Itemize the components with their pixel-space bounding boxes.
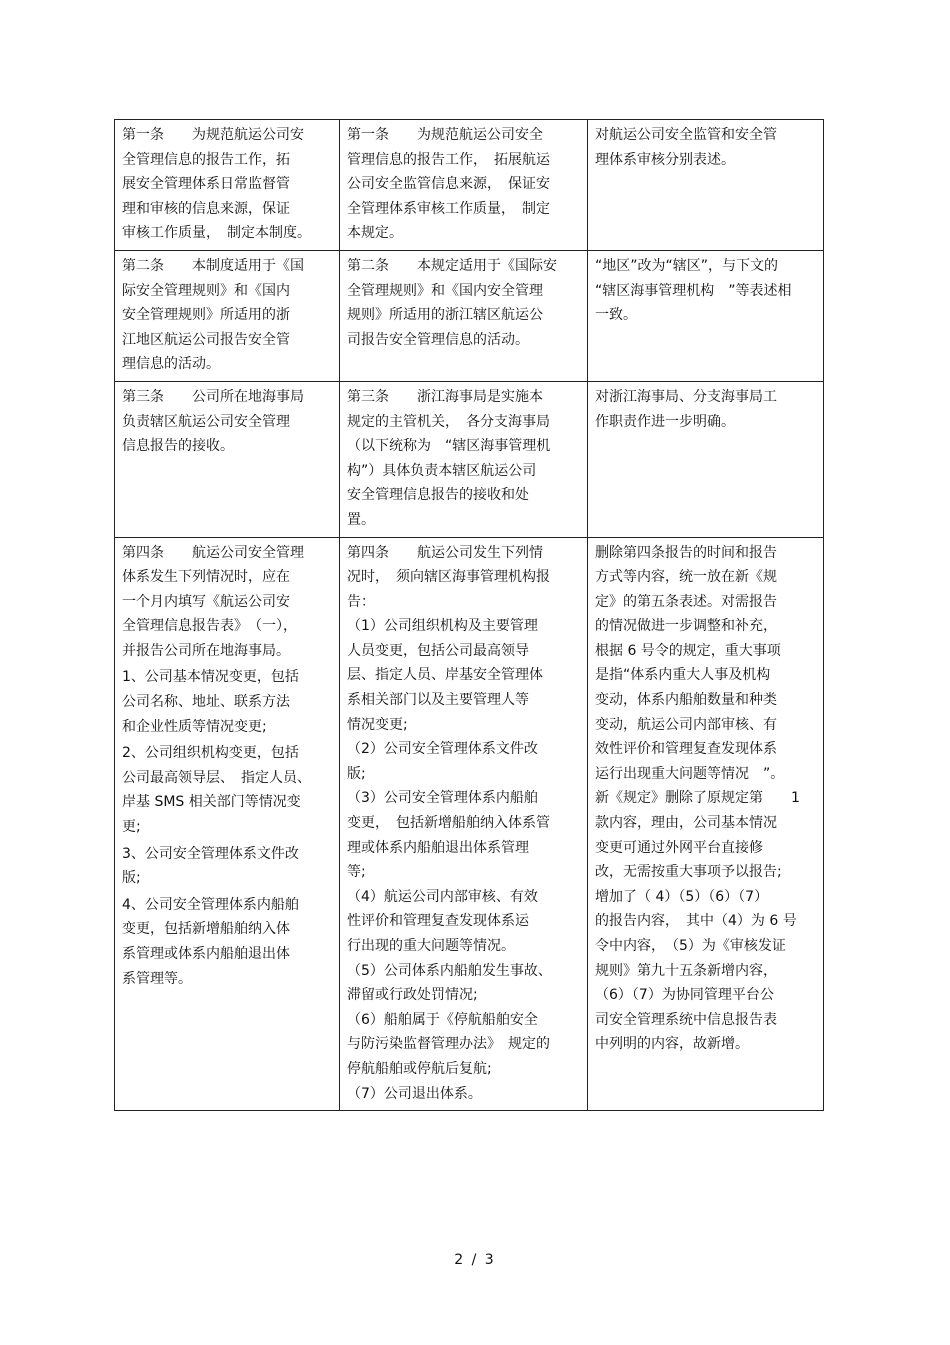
text-line: 滞留或行政处罚情况;	[347, 987, 478, 1004]
text-line: 况时， 须向辖区海事管理机构报	[347, 569, 550, 586]
text-line: 3、公司安全管理体系文件改	[122, 845, 299, 862]
text-line: 第三条 浙江海事局是实施本	[347, 388, 543, 405]
text-line: 岸基 SMS 相关部门等情况变	[122, 794, 301, 811]
text-line: 全管理信息的报告工作，拓	[122, 151, 290, 168]
old-article-cell	[115, 120, 340, 251]
text-line: 第二条 本规定适用于《国际安	[347, 257, 557, 274]
text-line: （5）公司体系内船舶发生事故、	[347, 962, 552, 979]
text-line: 信息报告的接收。	[122, 438, 234, 455]
text-line: 版;	[122, 870, 141, 887]
text-line: 安全管理信息报告的接收和处	[347, 487, 529, 504]
text-line: 行出现的重大问题等情况。	[347, 938, 515, 954]
text-line: 管理信息的报告工作， 拓展航运	[347, 151, 550, 168]
text-line: （以下统称为 “辖区海事管理机	[347, 438, 551, 455]
page-indicator: 2 / 3	[454, 1252, 496, 1268]
text-line: 系管理等。	[122, 970, 192, 987]
comparison-table	[114, 119, 824, 1111]
text-line: 中列明的内容，故新增。	[595, 1036, 749, 1053]
table-row	[115, 120, 824, 251]
text-line: 变动，航运公司内部审核、有	[595, 716, 777, 733]
text-line: 审核工作质量， 制定本制度。	[122, 225, 311, 242]
text-line: 规定的主管机关， 各分支海事局	[347, 413, 550, 430]
old-item	[122, 741, 333, 839]
text-line: 效性评价和管理复查发现体系	[595, 741, 777, 758]
text-line: 对浙江海事局、分支海事局工	[595, 388, 777, 405]
text-line: 人员变更，包括公司最高领导	[347, 642, 529, 659]
text-line: 层、指定人员、岸基安全管理体	[347, 667, 543, 684]
text-line: 令中内容， （5）为《审核发证	[595, 938, 786, 954]
text-line: 对航运公司安全监管和安全管	[595, 127, 777, 143]
text-line: 展安全管理体系日常监督管	[122, 176, 290, 193]
new-article-cell	[340, 250, 588, 381]
text-line: （6）船舶属于《停航船舶安全	[347, 1011, 538, 1028]
text-line: 1、公司基本情况变更，包括	[122, 669, 299, 686]
text-line: 第三条 公司所在地海事局	[122, 388, 304, 405]
text-line: 第四条 航运公司安全管理	[122, 544, 304, 561]
text-line: 并报告公司所在地海事局。	[122, 642, 290, 659]
text-line: 新《规定》删除了原规定第 1	[595, 790, 800, 807]
text-line: 和企业性质等情况变更;	[122, 718, 267, 735]
text-line: 理和审核的信息来源，保证	[122, 200, 290, 217]
text-line: 本规定。	[347, 225, 403, 242]
text-line: 理体系审核分别表述。	[595, 151, 735, 168]
text-line: 变更可通过外网平台直接修	[595, 839, 763, 856]
text-line: 变动，体系内船舶数量和种类	[595, 692, 777, 709]
text-line: （6）（7）为协同管理平台公	[595, 987, 774, 1004]
revision-note-cell	[588, 120, 824, 251]
text-line: 公司最高领导层、 指定人员、	[122, 769, 311, 786]
text-line: （2）公司安全管理体系文件改	[347, 741, 538, 758]
text-line: 体系发生下列情况时，应在	[122, 569, 290, 586]
old-article-cell	[115, 381, 340, 537]
text-line: 增加了（ 4）（5）（6）（7）	[595, 888, 769, 905]
text-line: （7）公司退出体系。	[347, 1085, 482, 1102]
text-line: 第四条 航运公司发生下列情	[347, 544, 543, 561]
text-line: 更;	[122, 819, 141, 836]
text-line: 等;	[347, 864, 366, 881]
text-line: 与防污染监督管理办法》 规定的	[347, 1036, 550, 1053]
text-line: 理或体系内船舶退出体系管理	[347, 839, 529, 856]
old-item	[122, 893, 333, 991]
new-article-cell	[340, 120, 588, 251]
text-line: 司报告安全管理信息的活动。	[347, 331, 529, 348]
text-line: 安全管理规则》所适用的浙	[122, 307, 290, 324]
text-line: 2、公司组织机构变更，包括	[122, 745, 299, 762]
text-line: 作职责作进一步明确。	[595, 413, 735, 430]
text-line: 第二条 本制度适用于《国	[122, 257, 304, 274]
text-line: 版;	[347, 765, 366, 782]
text-line: 第一条 为规范航运公司安	[122, 127, 304, 143]
text-line: （3）公司安全管理体系内船舶	[347, 790, 538, 807]
text-line: 情况变更;	[347, 716, 408, 733]
text-line: 司安全管理系统中信息报告表	[595, 1011, 777, 1028]
old-article-cell	[115, 250, 340, 381]
text-line: 构”）具体负责本辖区航运公司	[347, 462, 537, 479]
text-line: 系相关部门以及主要管理人等	[347, 692, 529, 709]
table-row	[115, 381, 824, 537]
text-line: 负责辖区航运公司安全管理	[122, 413, 290, 430]
text-line: 4、公司安全管理体系内船舶	[122, 896, 299, 913]
text-line: （1）公司组织机构及主要管理	[347, 618, 538, 635]
text-line: 改，无需按重大事项予以报告;	[595, 864, 782, 881]
text-line: 一致。	[595, 307, 637, 324]
old-article-main	[122, 541, 333, 664]
text-line: “地区”改为“辖区”，与下文的	[595, 257, 779, 274]
text-line: 公司名称、地址、联系方法	[122, 694, 290, 711]
text-line: 停航船舶或停航后复航;	[347, 1060, 492, 1077]
text-line: 告：	[347, 593, 375, 610]
new-article-cell	[340, 537, 588, 1111]
revision-note-cell	[588, 381, 824, 537]
text-line: 的报告内容， 其中（4）为 6 号	[595, 913, 797, 930]
text-line: 一个月内填写《航运公司安	[122, 593, 290, 610]
text-line: 变更，包括新增船舶纳入体	[122, 921, 290, 938]
table-row	[115, 250, 824, 381]
text-line: 全管理体系审核工作质量， 制定	[347, 200, 550, 217]
text-line: 第一条 为规范航运公司安全	[347, 127, 543, 143]
text-line: 置。	[347, 511, 375, 528]
text-line: 规则》所适用的浙江辖区航运公	[347, 307, 543, 324]
old-item	[122, 665, 333, 739]
new-article-cell	[340, 381, 588, 537]
old-article-cell	[115, 537, 340, 1111]
text-line: 删除第四条报告的时间和报告	[595, 544, 777, 561]
text-line: 全管理信息报告表》 （一），	[122, 618, 297, 635]
text-line: 变更， 包括新增船舶纳入体系管	[347, 815, 550, 832]
text-line: （4）航运公司内部审核、有效	[347, 888, 538, 905]
text-line: 性评价和管理复查发现体系运	[347, 913, 529, 930]
text-line: 江地区航运公司报告安全管	[122, 331, 290, 348]
text-line: “辖区海事管理机构 ”等表述相	[595, 282, 792, 299]
text-line: 的情况做进一步调整和补充，	[595, 618, 777, 635]
text-line: 全管理规则》和《国内安全管理	[347, 282, 543, 299]
text-line: 公司安全监管信息来源， 保证安	[347, 176, 550, 193]
table-row	[115, 537, 824, 1111]
text-line: 方式等内容，统一放在新《规	[595, 569, 777, 586]
text-line: 规则》第九十五条新增内容，	[595, 962, 777, 979]
text-line: 际安全管理规则》和《国内	[122, 282, 290, 299]
text-line: 理信息的活动。	[122, 356, 220, 373]
text-line: 定》的第五条表述。对需报告	[595, 593, 777, 610]
text-line: 是指“体系内重大人事及机构	[595, 667, 771, 684]
text-line: 运行出现重大问题等情况 ”。	[595, 765, 785, 782]
old-item	[122, 842, 333, 891]
revision-note-cell	[588, 537, 824, 1111]
text-line: 系管理或体系内船舶退出体	[122, 946, 290, 962]
revision-note-cell	[588, 250, 824, 381]
text-line: 根据 6 号令的规定，重大事项	[595, 642, 781, 659]
text-line: 款内容，理由，公司基本情况	[595, 815, 777, 832]
